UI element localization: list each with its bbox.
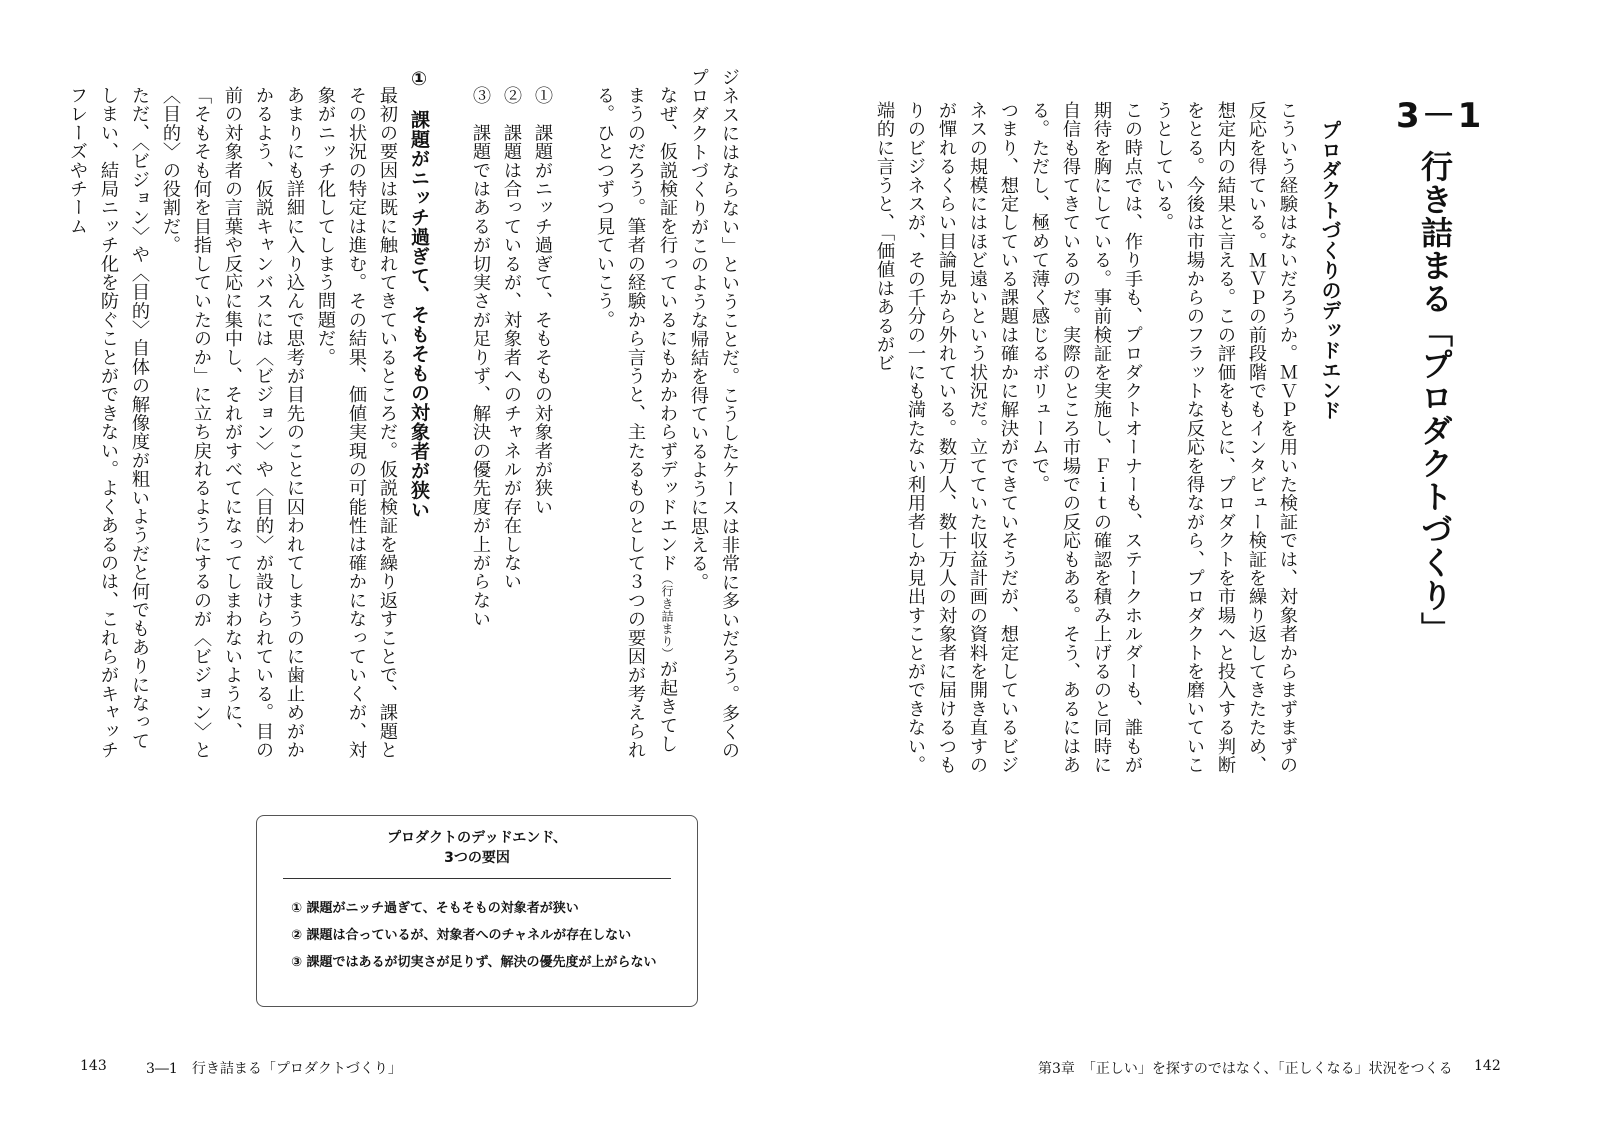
summary-box-title-line: プロダクトのデッドエンド、 (387, 830, 567, 846)
summary-box-rule (283, 878, 671, 879)
summary-box (256, 815, 698, 1007)
left-page-number: 143 (80, 1058, 107, 1074)
right-running-head: 第3章 「正しい」を探すのではなく、「正しくなる」状況をつくる (1038, 1061, 1453, 1077)
summary-item: ① 課題がニッチ過ぎて、そもそもの対象者が狭い (291, 901, 579, 916)
left-page-body (62, 68, 745, 768)
factor-list-item: ③ 課題ではあるが切実さが足りず、解決の優先度が上がらない (470, 86, 491, 629)
right-page-body (869, 83, 1303, 783)
body-paragraph: こういう経験はないだろうか。ＭＶＰを用いた検証では、対象者からまずまずの反応を得ている。ＭＶＰの前段階でもインタビュー検証を繰り返してきたため、想定内の結果と言える。この評価をもとに、プロダクトを市場へと投入する判断をとる。今後は市場からのフラットな反応を得ながら、プロダクトを磨いていこうとしている。 (1153, 101, 1298, 775)
body-paragraph: 最初の要因は既に触れてきているところだ。仮説検証を繰り返すことで、課題とその状況の特定は進む。その結果、価値実現の可能性は確かになっていくが、対象がニッチ化してしまう問題だ。 (315, 86, 398, 760)
factor-list-item: ① 課題がニッチ過ぎて、そもそもの対象者が狭い (532, 86, 553, 517)
body-paragraph: あまりにも詳細に入り込んで思考が目先のことに囚われてしまうのに歯止めがかかるよう、仮説キャンバスには〈ビジョン〉や〈目的〉が設けられている。目の前の対象者の言葉や反応に集中し、それがすべてになってしまわないように、「そもそも何を目指していたのか」に立ち戻れるようにするのが〈ビジョン〉と〈目的〉の役割だ。 (160, 86, 305, 760)
factor-list-item: ② 課題は合っているが、対象者へのチャネルが存在しない (501, 86, 522, 592)
summary-box-title (257, 828, 697, 868)
blank-line (558, 68, 589, 768)
body-paragraph (589, 68, 683, 768)
summary-box-title-line: 3つの要因 (444, 850, 510, 866)
summary-item: ③ 課題ではあるが切実さが足りず、解決の優先度が上がらない (291, 955, 657, 970)
summary-box-items (291, 895, 697, 976)
summary-item: ② 課題は合っているが、対象者へのチャネルが存在しない (291, 928, 632, 943)
body-paragraph: ジネスにはならない」ということだ。こうしたケースは非常に多いだろう。多くのプロダクトづくりがこのような帰結を得ているように思える。 (688, 68, 740, 760)
section-title: 行き詰まる「プロダクトづくり」 (1416, 150, 1454, 645)
inline-note: （行き詰まり） (660, 572, 674, 660)
section-number: 3－1 (1396, 96, 1484, 136)
body-paragraph: ただ、〈ビジョン〉や〈目的〉自体の解像度が粗いようだと何でもありになってしまい、結局ニッチ化を防ぐことができない。よくあるのは、これらがキャッチフレーズやチーム (67, 86, 150, 760)
body-text: が起きてしまうのだろう。筆者の経験から言うと、主たるものとして３つの要因が考えられる。ひとつずつ見ていこう。 (594, 86, 678, 760)
left-running-head: 3―1 行き詰まる「プロダクトづくり」 (146, 1061, 402, 1077)
body-paragraph: この時点では、作り手も、プロダクトオーナーも、ステークホルダーも、誰もが期待を胸にしている。事前検証を実施し、Ｆｉｔの確認を積み上げるのと同時に自信も得てきているのだ。実際のところ市場での反応もある。そう、あるにはある。ただし、極めて薄く感じるボリュームで。 (1029, 101, 1143, 775)
blank-line (434, 68, 465, 768)
subheading: プロダクトづくりのデッドエンド (1318, 120, 1342, 420)
body-paragraph: つまり、想定している課題は確かに解決ができていそうだが、想定しているビジネスの規模にはほど遠いという状況だ。立てていた収益計画の資料を開き直すのが憚れるくらい目論見から外れている。数万人、数十万人の対象者に届けるつもりのビジネスが、その千分の一にも満たない利用者しか見出すことができない。端的に言うと、「価値はあるがビ (874, 101, 1019, 775)
body-text: なぜ、仮説検証を行っているにもかかわらずデッドエンド (657, 86, 678, 573)
right-page-number: 142 (1474, 1058, 1501, 1074)
factor-heading: ① 課題がニッチ過ぎて、そもそもの対象者が狭い (408, 68, 430, 520)
